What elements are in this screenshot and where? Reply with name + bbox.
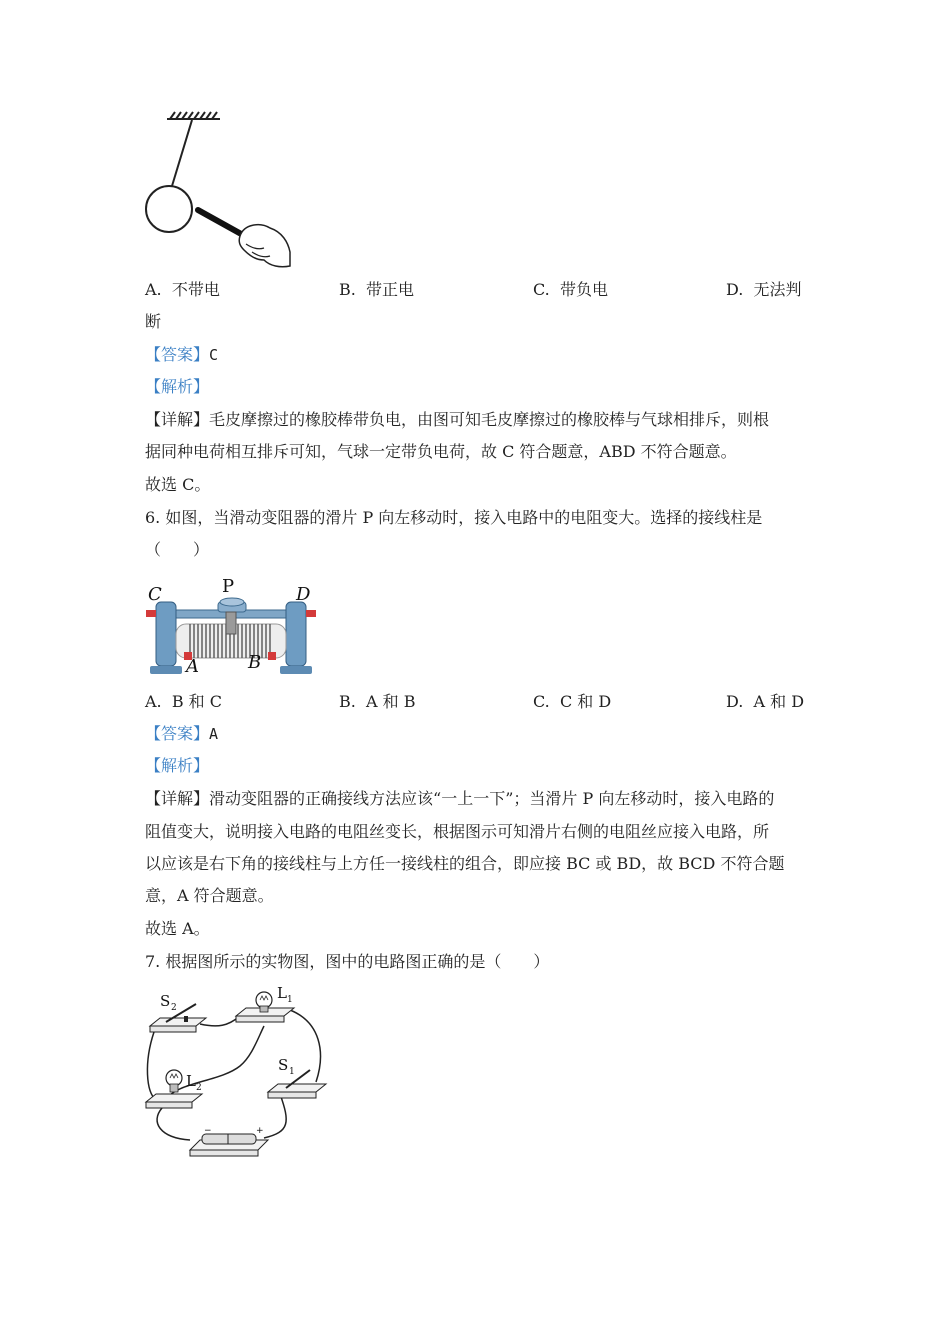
switch-s1-label: S — [278, 1056, 289, 1074]
q7-stem: 7. 根据图所示的实物图，图中的电路图正确的是（ ） — [145, 952, 550, 971]
q6-analysis-tag: 【解析】 — [145, 756, 210, 775]
q5-option-c: C. 带负电 — [533, 280, 608, 299]
circuit-figure — [140, 982, 330, 1162]
rheostat-label-c: C — [148, 584, 162, 605]
lamp-l2-subscript: 2 — [196, 1083, 202, 1093]
lamp-l1-subscript: 1 — [287, 995, 293, 1005]
q6-stem-line-1: 6. 如图，当滑动变阻器的滑片 P 向左移动时，接入电路中的电阻变大。选择的接线柱是 — [145, 508, 763, 527]
rheostat-label-b: B — [248, 652, 262, 673]
q5-option-d: D. 无法判 — [726, 280, 802, 299]
q5-option-a: A. 不带电 — [145, 280, 220, 299]
q6-detail-line-2: 阻值变大，说明接入电路的电阻丝变长，根据图示可知滑片右侧的电阻丝应接入电路，所 — [145, 822, 770, 841]
rheostat-figure — [140, 572, 320, 680]
battery-minus-label: − — [204, 1126, 212, 1136]
pendulum-balloon-figure — [140, 110, 300, 270]
rheostat-label-a: A — [186, 656, 199, 677]
q6-stem-line-2: （ ） — [145, 540, 210, 559]
q6-answer: 【答案】A — [145, 724, 219, 743]
q5-conclusion: 故选 C。 — [145, 475, 211, 494]
q6-option-d: D. A 和 D — [726, 692, 805, 711]
rheostat-label-p: P — [222, 576, 235, 597]
q5-detail-line-2: 据同种电荷相互排斥可知，气球一定带负电荷，故 C 符合题意，ABD 不符合题意。 — [145, 442, 737, 461]
answer-tag: 【答案】 — [145, 345, 210, 364]
q5-answer: 【答案】C — [145, 345, 219, 364]
q5-option-wrap: 断 — [145, 312, 162, 331]
switch-s1-subscript: 1 — [289, 1067, 295, 1077]
switch-s2-subscript: 2 — [171, 1003, 177, 1013]
q6-option-b: B. A 和 B — [339, 692, 416, 711]
q6-option-c: C. C 和 D — [533, 692, 612, 711]
q6-detail-line-4: 意，A 符合题意。 — [145, 886, 274, 905]
q5-analysis-tag: 【解析】 — [145, 377, 210, 396]
q6-conclusion: 故选 A。 — [145, 919, 210, 938]
battery-plus-label: + — [256, 1126, 264, 1136]
lamp-l1-label: L — [277, 984, 287, 1002]
lamp-l2-label: L — [186, 1072, 196, 1090]
rheostat-label-d: D — [296, 584, 311, 605]
detail-tag: 【详解】 — [145, 789, 210, 808]
q6-detail-line-3: 以应该是右下角的接线柱与上方任一接线柱的组合，即应接 BC 或 BD，故 BCD 不符合题 — [145, 854, 785, 873]
answer-tag: 【答案】 — [145, 724, 210, 743]
switch-s2-label: S — [160, 992, 171, 1010]
detail-tag: 【详解】 — [145, 410, 210, 429]
q5-option-b: B. 带正电 — [339, 280, 415, 299]
q6-detail-line-1: 【详解】滑动变阻器的正确接线方法应该“一上一下”；当滑片 P 向左移动时，接入电路的 — [145, 789, 775, 808]
q5-detail-line-1: 【详解】毛皮摩擦过的橡胶棒带负电，由图可知毛皮摩擦过的橡胶棒与气球相排斥，则根 — [145, 410, 770, 429]
q6-option-a: A. B 和 C — [145, 692, 222, 711]
